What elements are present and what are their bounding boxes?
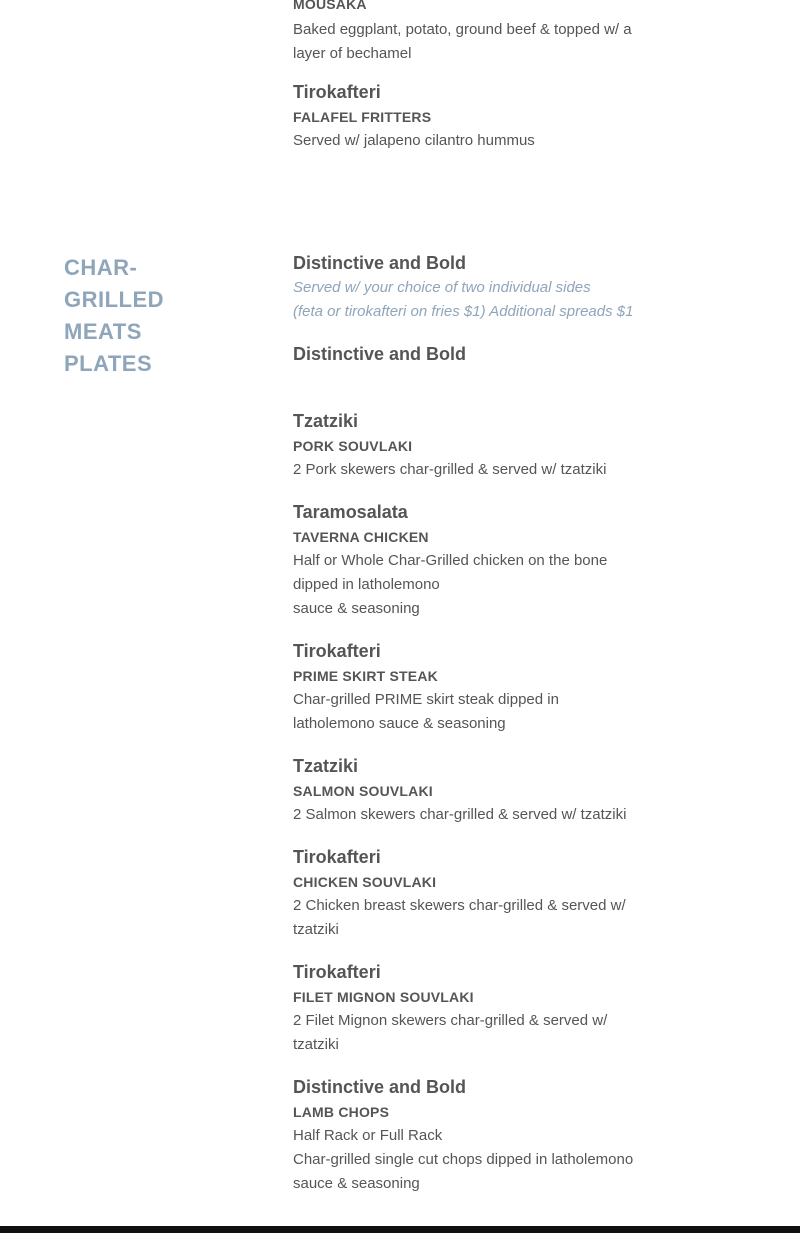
- menu-item-salmon-souvlaki: [293, 755, 683, 827]
- item-head: Distinctive and Bold: [293, 344, 467, 364]
- item-desc-line: Baked eggplant, potato, ground beef & topped w/ a: [293, 21, 632, 38]
- item-desc-line: Char-grilled single cut chops dipped in latholemono: [293, 1151, 634, 1168]
- item-head: Tzatziki: [293, 756, 359, 776]
- section-title-line: CHAR-: [64, 255, 138, 280]
- item-desc-line: tzatziki: [293, 921, 339, 938]
- section-title: [64, 252, 194, 380]
- section-title-line: GRILLED: [64, 287, 165, 312]
- item-desc-line: tzatziki: [293, 1036, 339, 1053]
- item-desc-line: sauce & seasoning: [293, 1175, 420, 1192]
- menu-item-lamb-chops: [293, 1076, 683, 1196]
- item-desc-line: Char-grilled PRIME skirt steak dipped in: [293, 691, 559, 708]
- item-head: Tirokafteri: [293, 962, 381, 982]
- section-title-line: PLATES: [64, 351, 153, 376]
- menu-item-filet-mignon-souvlaki: [293, 961, 683, 1057]
- menu-item-prime-skirt-steak: [293, 640, 683, 736]
- item-name: TAVERNA CHICKEN: [293, 529, 429, 545]
- item-name: CHICKEN SOUVLAKI: [293, 874, 437, 890]
- item-desc-line: sauce & seasoning: [293, 600, 420, 617]
- footer-bar: [0, 1226, 800, 1233]
- item-desc-line: dipped in latholemono: [293, 576, 440, 593]
- item-head: Tirokafteri: [293, 641, 381, 661]
- menu-item-chicken-souvlaki: [293, 846, 683, 942]
- menu-item-mousaka: [293, 0, 683, 66]
- item-desc-line: 2 Salmon skewers char-grilled & served w/ tzatziki: [293, 806, 627, 823]
- item-head: Tzatziki: [293, 411, 359, 431]
- section-intro: [293, 252, 683, 324]
- item-desc-line: 2 Pork skewers char-grilled & served w/ tzatziki: [293, 461, 607, 478]
- item-head: Distinctive and Bold: [293, 253, 467, 273]
- item-head: Distinctive and Bold: [293, 1077, 467, 1097]
- section-intro-2: [293, 343, 683, 365]
- item-name: PRIME SKIRT STEAK: [293, 668, 438, 684]
- item-desc-line: Half Rack or Full Rack: [293, 1127, 443, 1144]
- item-name: MOUSAKA: [293, 0, 367, 12]
- item-name: FALAFEL FRITTERS: [293, 109, 432, 125]
- item-desc-line: Half or Whole Char-Grilled chicken on the bone: [293, 552, 608, 569]
- item-name: SALMON SOUVLAKI: [293, 783, 433, 799]
- item-name: LAMB CHOPS: [293, 1104, 390, 1120]
- section-title-line: MEATS: [64, 319, 142, 344]
- menu-item-pork-souvlaki: [293, 410, 683, 482]
- item-desc-line: layer of bechamel: [293, 45, 412, 62]
- item-desc-line: Served w/ jalapeno cilantro hummus: [293, 132, 535, 149]
- menu-item-falafel: [293, 81, 683, 153]
- section-note-line: (feta or tirokafteri on fries $1) Additional spreads $1: [293, 303, 634, 320]
- section-note-line: Served w/ your choice of two individual sides: [293, 279, 591, 296]
- item-name: FILET MIGNON SOUVLAKI: [293, 989, 474, 1005]
- item-head: Tirokafteri: [293, 847, 381, 867]
- item-desc-line: 2 Filet Mignon skewers char-grilled & served w/: [293, 1012, 608, 1029]
- item-head: Tirokafteri: [293, 82, 381, 102]
- item-desc-line: 2 Chicken breast skewers char-grilled & served w/: [293, 897, 626, 914]
- menu-item-taverna-chicken: [293, 501, 683, 621]
- item-name: PORK SOUVLAKI: [293, 438, 413, 454]
- item-head: Taramosalata: [293, 502, 408, 522]
- item-desc-line: latholemono sauce & seasoning: [293, 715, 506, 732]
